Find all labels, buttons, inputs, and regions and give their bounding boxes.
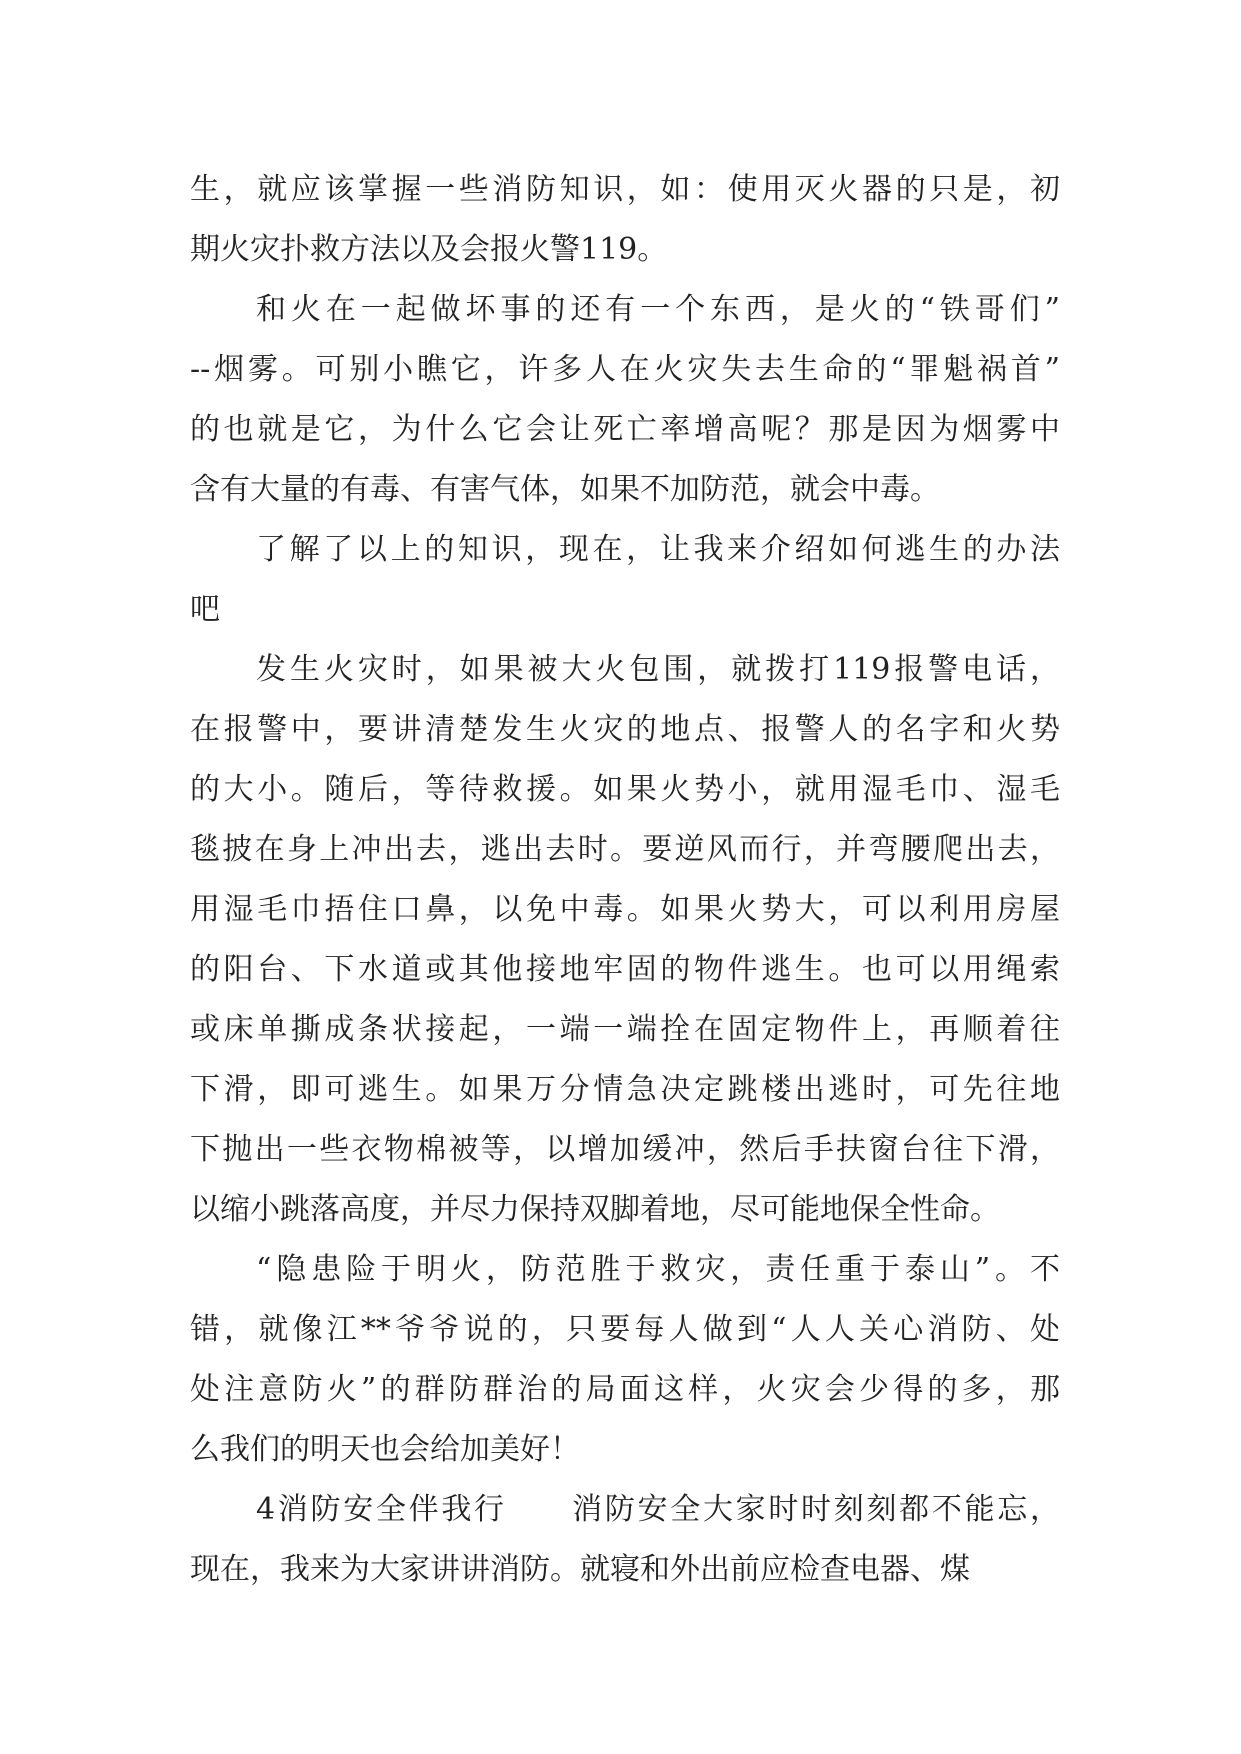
paragraph [190,280,1060,520]
paragraph [190,640,1060,1240]
paragraph [190,1240,1060,1480]
text-line: 的阳台、下水道或其他接地牢固的物件逃生。也可以用绳索 [190,952,1060,987]
paragraph [190,160,1060,280]
text-line: 以缩小跳落高度，并尽力保持双脚着地，尽可能地保全性命。 [190,1192,1000,1227]
text-line: --烟雾。可别小瞧它，许多人在火灾失去生命的“罪魁祸首” [190,352,1060,387]
text-line: 和火在一起做坏事的还有一个东西，是火的“铁哥们” [256,292,1060,327]
text-line: 吧 [190,592,220,627]
text-line: 发生火灾时，如果被大火包围，就拨打119报警电话， [256,652,1060,687]
text-line: 的也就是它，为什么它会让死亡率增高呢？那是因为烟雾中 [190,412,1060,447]
text-line: 处注意防火”的群防群治的局面这样，火灾会少得的多，那 [190,1372,1060,1407]
text-line: 生，就应该掌握一些消防知识，如：使用灭火器的只是，初 [190,172,1060,207]
text-line: 期火灾扑救方法以及会报火警119。 [190,232,668,267]
text-line: 下滑，即可逃生。如果万分情急决定跳楼出逃时，可先往地 [190,1072,1060,1107]
text-line: 错，就像江**爷爷说的，只要每人做到“人人关心消防、处 [190,1312,1060,1347]
text-line: 现在，我来为大家讲讲消防。就寝和外出前应检查电器、煤 [190,1552,970,1587]
text-line: 4消防安全伴我行 消防安全大家时时刻刻都不能忘， [256,1492,1060,1527]
text-line: 么我们的明天也会给加美好！ [190,1432,580,1467]
document-body [190,160,1060,1600]
text-line: “隐患险于明火，防范胜于救灾，责任重于泰山”。不 [256,1252,1060,1287]
text-line: 或床单撕成条状接起，一端一端拴在固定物件上，再顺着往 [190,1012,1060,1047]
paragraph [190,520,1060,640]
text-line: 下抛出一些衣物棉被等，以增加缓冲，然后手扶窗台往下滑， [190,1132,1060,1167]
text-line: 含有大量的有毒、有害气体，如果不加防范，就会中毒。 [190,472,940,507]
text-line: 在报警中，要讲清楚发生火灾的地点、报警人的名字和火势 [190,712,1060,747]
text-line: 用湿毛巾捂住口鼻，以免中毒。如果火势大，可以利用房屋 [190,892,1060,927]
text-line: 的大小。随后，等待救援。如果火势小，就用湿毛巾、湿毛 [190,772,1060,807]
text-line: 毯披在身上冲出去，逃出去时。要逆风而行，并弯腰爬出去， [190,832,1060,867]
paragraph [190,1480,1060,1600]
text-line: 了解了以上的知识，现在，让我来介绍如何逃生的办法 [256,532,1060,567]
